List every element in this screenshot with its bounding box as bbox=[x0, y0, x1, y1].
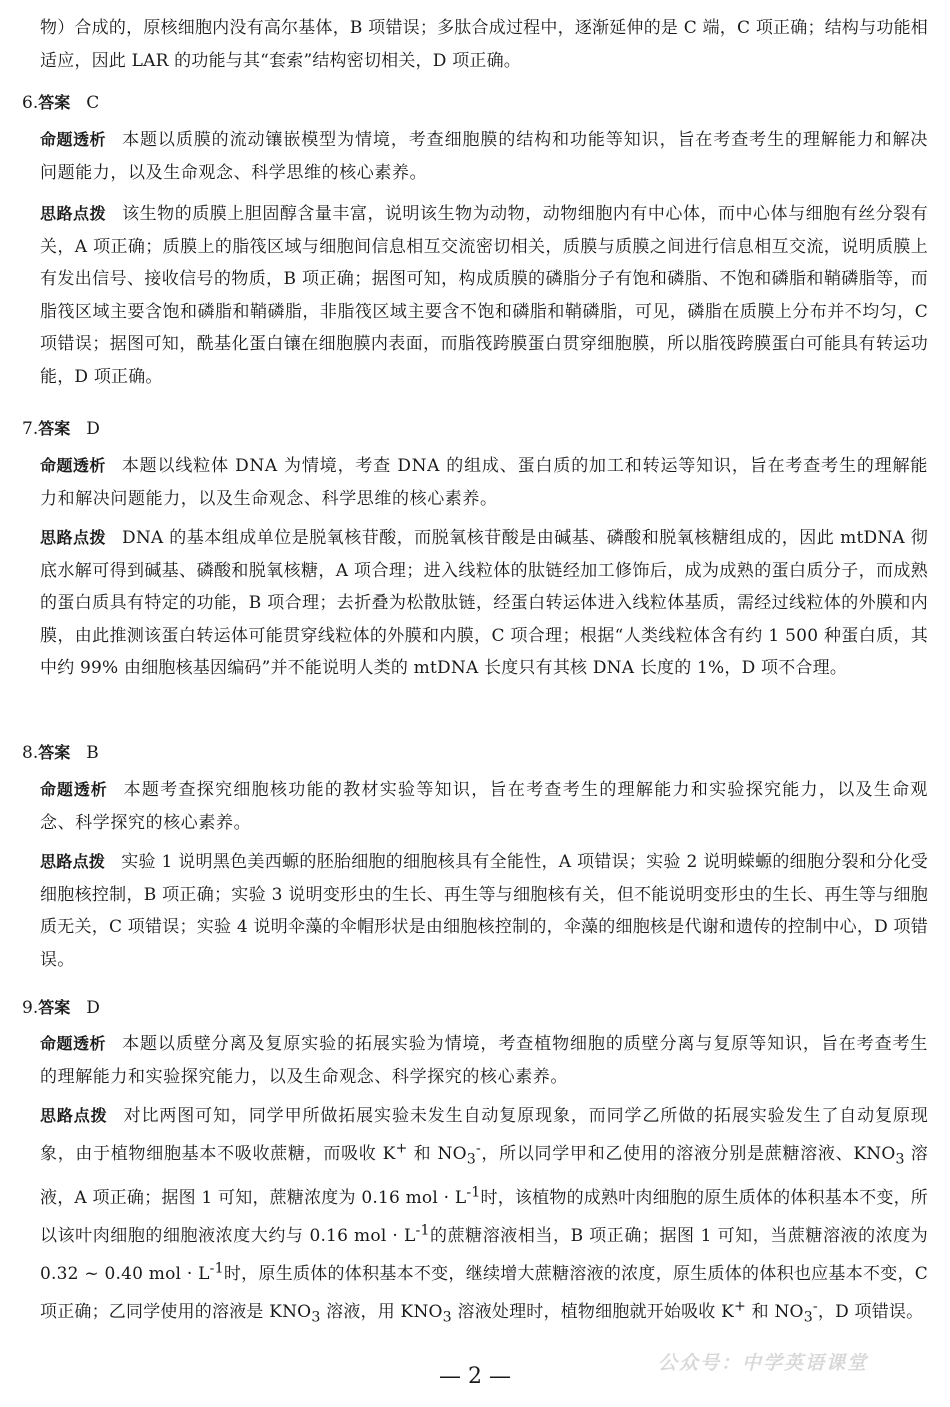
q8-answer-label: 答案 bbox=[38, 743, 71, 762]
q7-answer-label: 答案 bbox=[38, 419, 71, 438]
q8-answer-line bbox=[22, 738, 99, 768]
no3-minus-sup: - bbox=[812, 1298, 818, 1315]
q9-answer: D bbox=[86, 998, 100, 1018]
intro-paragraph: 物）合成的，原核细胞内没有高尔基体，B 项错误；多肽合成过程中，逐渐延伸的是 C 端，C 项正确；结构与功能相适应，因此 LAR 的功能与其“套索”结构密切相关，D 项正确。 bbox=[40, 18, 928, 71]
q9-hint-text: 对比两图可知，同学甲所做拓展实验未发生自动复原现象，而同学乙所做的拓展实验发生了自动复原现象，由于植物细胞基本不吸收蔗糖，而吸收 K+ 和 $NO_3^-$，所以同学甲和乙使用的溶液分别是蔗糖溶液、$KNO_3$ 溶液，A 项正确；据图 1 可知，蔗糖浓度为 0.16 mol · $L^{-1}$时，该植物的成熟叶肉细胞的原生质体的体积基本不变，所以该叶肉细胞的细胞液浓度大约与 0.16 mol · $L^{-1}$的蔗糖溶液相当，B 项正确；据图 1 可知，当蔗糖溶液的浓度为 0.32 ~ 0.40 mol · $L^{-1}$时，原生质体的体积基本不变，继续增大蔗糖溶液的浓度，原生质体的体积也应基本不变，C 项正确；乙同学使用的溶液是 $KNO_3$ 溶液，用 $KNO_3$ 溶液处理时，植物细胞就开始吸收 K+ 和 $NO_3^-$，D 项错误。 bbox=[40, 1106, 928, 1326]
q8-hint-label: 思路点拨 bbox=[40, 852, 106, 871]
no3-sub: 3 bbox=[466, 1151, 476, 1168]
q6-answer-label: 答案 bbox=[38, 93, 71, 112]
q9-intent bbox=[40, 1028, 928, 1093]
q7-number: 7. bbox=[22, 419, 39, 439]
q6-intent-text: 本题以质膜的流动镶嵌模型为情境，考查细胞膜的结构和功能等知识，旨在考查考生的理解能力和解决问题能力，以及生命观念、科学思维的核心素养。 bbox=[40, 130, 928, 183]
q8-hint bbox=[40, 846, 928, 976]
q8-intent-label: 命题透析 bbox=[40, 780, 108, 799]
q9-number: 9. bbox=[22, 998, 39, 1018]
page-number: — 2 — bbox=[439, 1364, 511, 1389]
kno3-sub: 3 bbox=[311, 1309, 321, 1326]
q9-hint-label: 思路点拨 bbox=[40, 1106, 108, 1125]
q6-intent bbox=[40, 124, 928, 189]
q6-answer: C bbox=[86, 93, 100, 113]
unit-exp: -1 bbox=[415, 1222, 430, 1239]
q9-intent-text: 本题以质壁分离及复原实验的拓展实验为情境，考查植物细胞的质壁分离与复原等知识，旨在考查考生的理解能力和实验探究能力，以及生命观念、科学探究的核心素养。 bbox=[40, 1034, 928, 1087]
q7-intent-text: 本题以线粒体 DNA 为情境，考查 DNA 的组成、蛋白质的加工和转运等知识，旨在考查考生的理解能力和解决问题能力，以及生命观念、科学思维的核心素养。 bbox=[40, 456, 928, 509]
k-plus-sup: + bbox=[395, 1140, 408, 1157]
q8-intent-text: 本题考查探究细胞核功能的教材实验等知识，旨在考查考生的理解能力和实验探究能力，以及生命观念、科学探究的核心素养。 bbox=[40, 780, 928, 833]
q7-intent bbox=[40, 450, 928, 515]
q6-hint-text: 该生物的质膜上胆固醇含量丰富，说明该生物为动物，动物细胞内有中心体，而中心体与细胞有丝分裂有关，A 项正确；质膜上的脂筏区域与细胞间信息相互交流密切相关，质膜与质膜之间进行信息相互交流，说明质膜上有发出信号、接收信号的物质，B 项正确；据图可知，构成质膜的磷脂分子有饱和磷脂、不饱和磷脂和鞘磷脂等，而脂筏区域主要含饱和磷脂和鞘磷脂，非脂筏区域主要含不饱和磷脂和鞘磷脂，可见，磷脂在质膜上分布并不均匀，C 项错误；据图可知，酰基化蛋白镶在细胞膜内表面，而脂筏跨膜蛋白贯穿细胞膜，所以脂筏跨膜蛋白可能具有转运功能，D 项正确。 bbox=[40, 204, 928, 387]
q7-intent-label: 命题透析 bbox=[40, 456, 106, 475]
kno3-sub: 3 bbox=[442, 1309, 452, 1326]
q8-number: 8. bbox=[22, 743, 39, 763]
unit-exp: -1 bbox=[209, 1260, 224, 1277]
q7-hint bbox=[40, 522, 928, 685]
q8-intent bbox=[40, 774, 928, 839]
q9-answer-label: 答案 bbox=[38, 998, 71, 1017]
q6-hint-label: 思路点拨 bbox=[40, 204, 107, 223]
kno3-sub: 3 bbox=[895, 1151, 905, 1168]
q9-answer-line bbox=[22, 993, 100, 1023]
q7-hint-label: 思路点拨 bbox=[40, 528, 106, 547]
q6-answer-line bbox=[22, 88, 99, 118]
unit-exp: -1 bbox=[466, 1184, 481, 1201]
k-plus-sup: + bbox=[734, 1298, 747, 1315]
q6-hint bbox=[40, 198, 928, 393]
q8-hint-text: 实验 1 说明黑色美西螈的胚胎细胞的细胞核具有全能性，A 项错误；实验 2 说明蝾螈的细胞分裂和分化受细胞核控制，B 项正确；实验 3 说明变形虫的生长、再生等与细胞核有关，但不能说明变形虫的生长、再生等与细胞质无关，C 项错误；实验 4 说明伞藻的伞帽形状是由细胞核控制的，伞藻的细胞核是代谢和遗传的控制中心，D 项错误。 bbox=[40, 852, 928, 970]
q9-hint bbox=[40, 1100, 928, 1334]
q7-hint-text: DNA 的基本组成单位是脱氧核苷酸，而脱氧核苷酸是由碱基、磷酸和脱氧核糖组成的，因此 mtDNA 彻底水解可得到碱基、磷酸和脱氧核糖，A 项合理；进入线粒体的肽链经加工修饰后，成为成熟的蛋白质分子，而成熟的蛋白质具有特定的功能，B 项合理；去折叠为松散肽链，经蛋白转运体进入线粒体基质，需经过线粒体的外膜和内膜，由此推测该蛋白转运体可能贯穿线粒体的外膜和内膜，C 项合理；根据“人类线粒体含有约 1 500 种蛋白质，其中约 99% 由细胞核基因编码”并不能说明人类的 mtDNA 长度只有其核 DNA 长度的 1%，D 项不合理。 bbox=[40, 528, 928, 678]
no3-minus-sup: - bbox=[475, 1140, 481, 1157]
q6-intent-label: 命题透析 bbox=[40, 130, 107, 149]
q6-number: 6. bbox=[22, 93, 39, 113]
q9-intent-label: 命题透析 bbox=[40, 1034, 107, 1053]
q7-answer: D bbox=[86, 419, 100, 439]
watermark: 公众号：中学英语课堂 bbox=[658, 1352, 869, 1374]
q7-answer-line bbox=[22, 414, 100, 444]
q8-answer: B bbox=[86, 743, 99, 763]
no3-sub: 3 bbox=[803, 1309, 813, 1326]
